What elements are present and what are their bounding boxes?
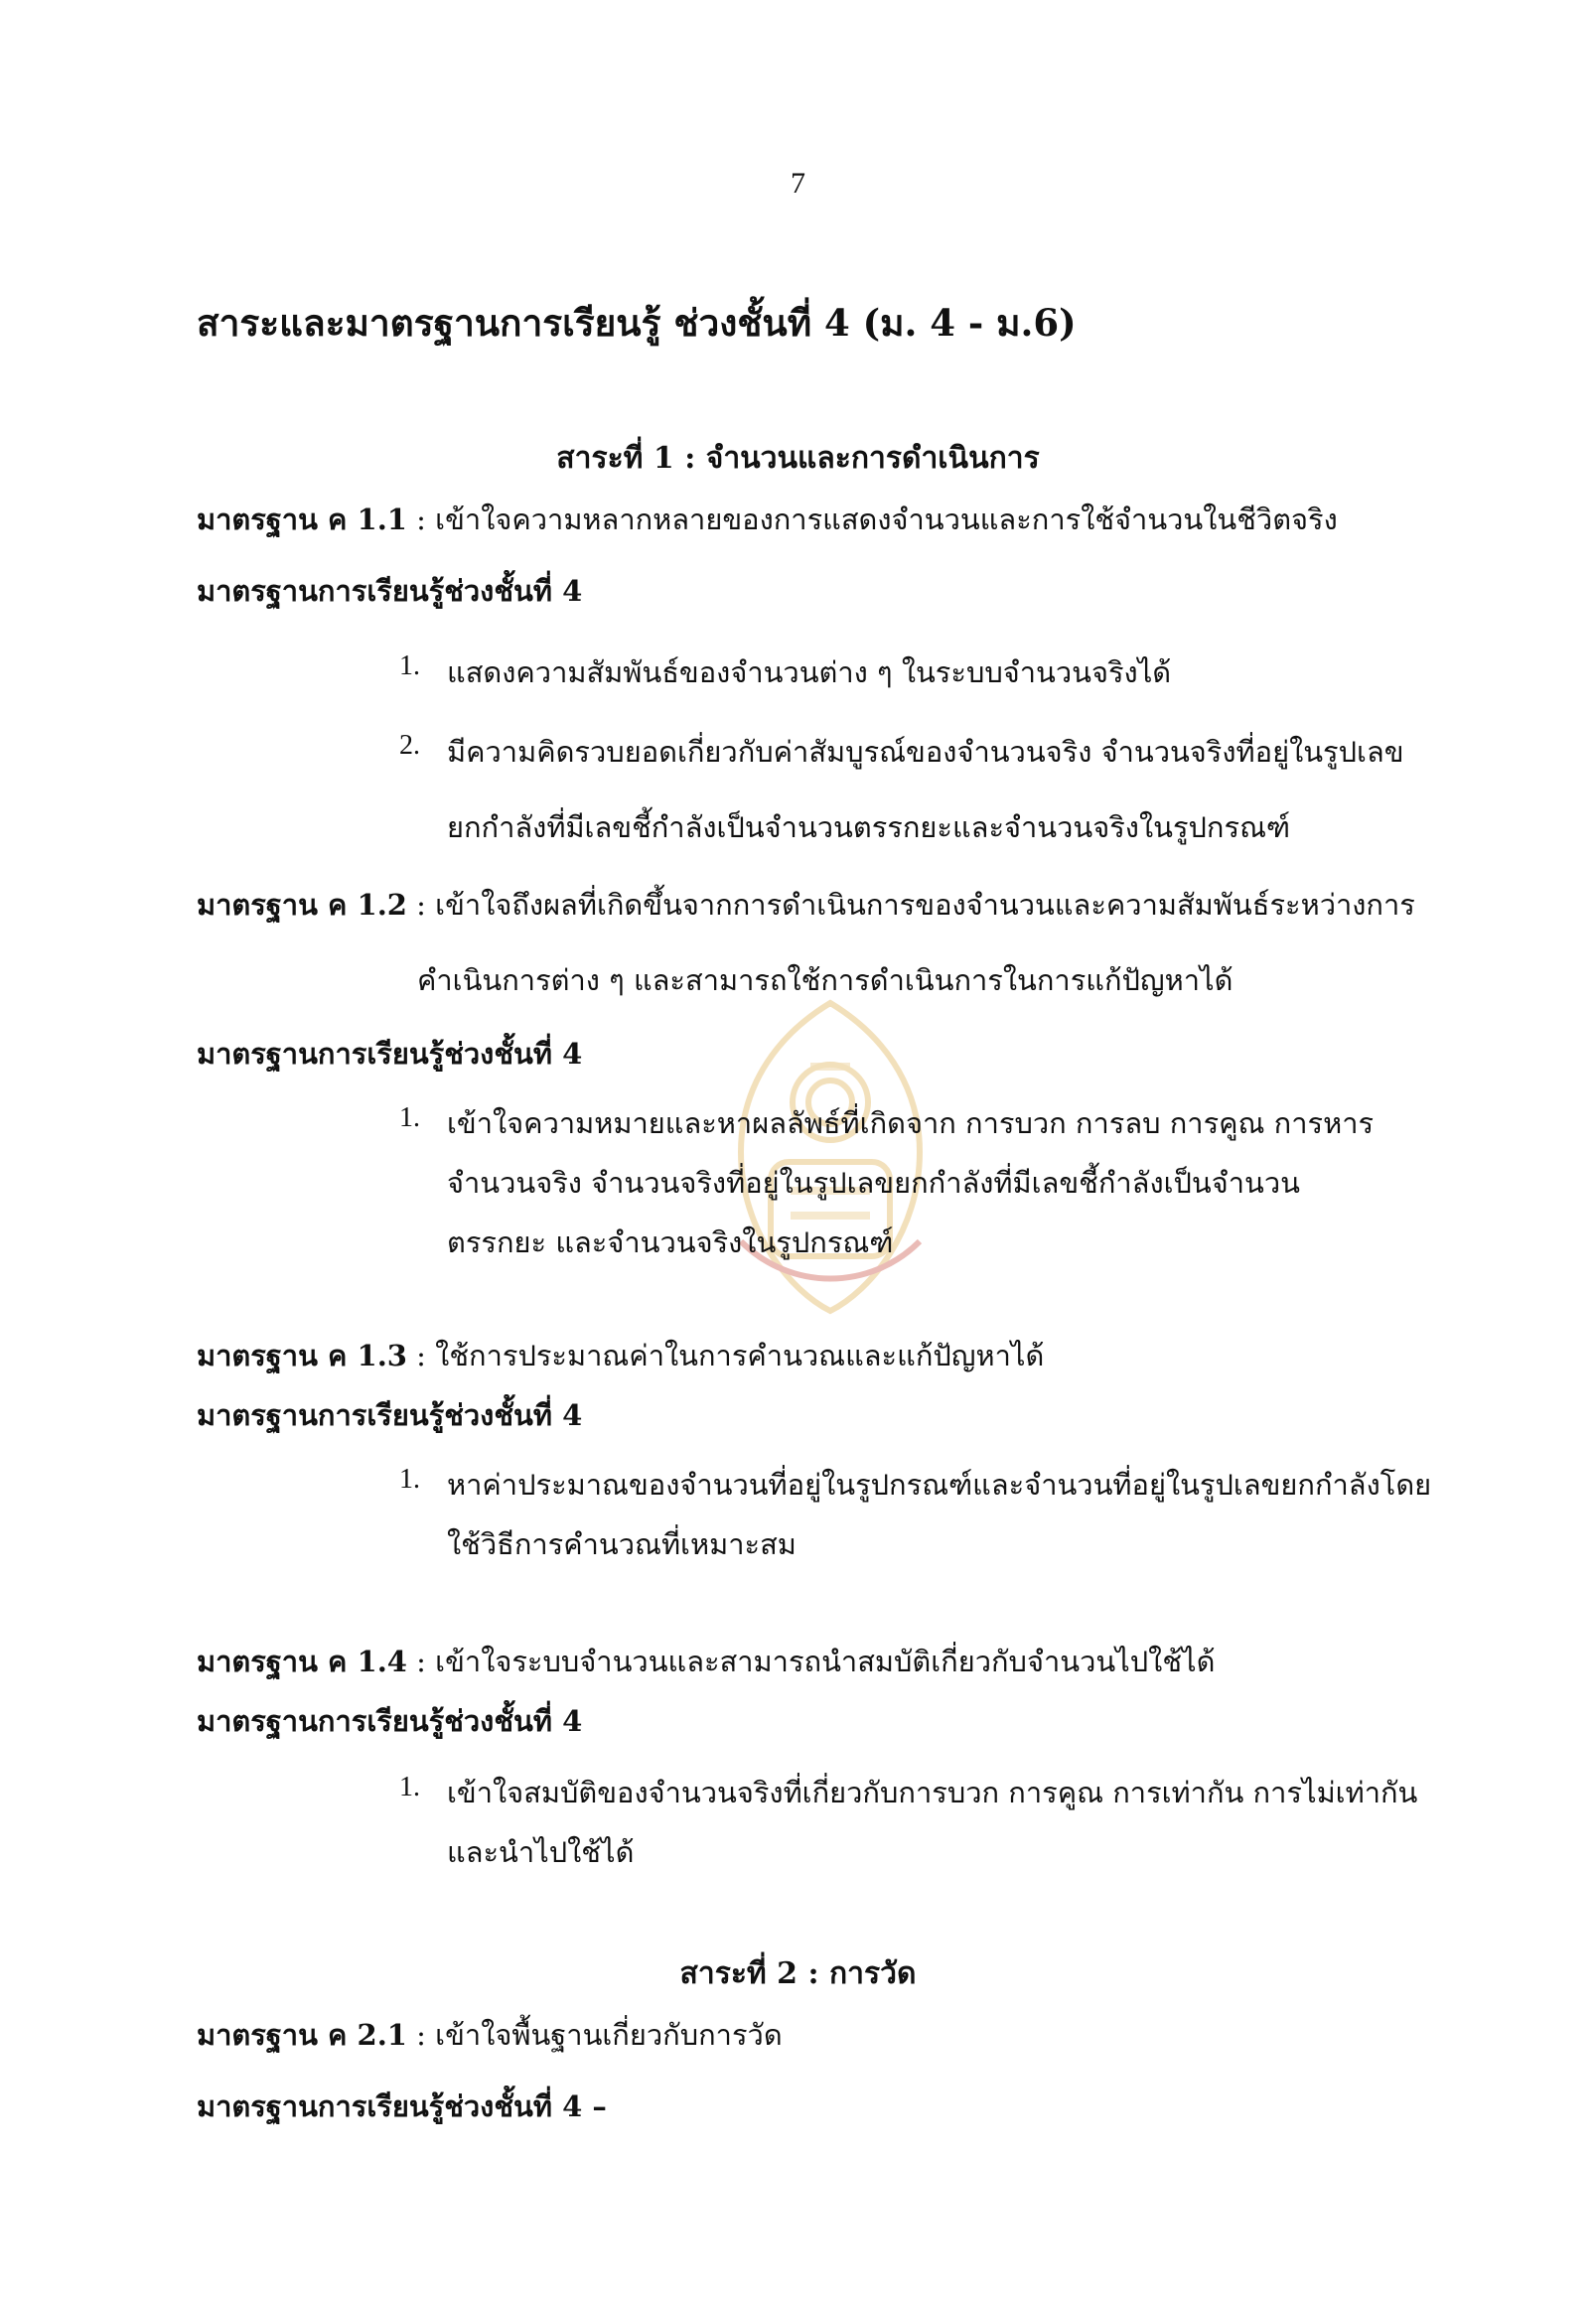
item-number: 1. (399, 650, 420, 681)
item-text: เข้าใจความหมายและหาผลลัพธ์ที่เกิดจาก การบวก การลบ การคูณ การหาร (447, 1106, 1375, 1140)
page-title: สาระและมาตรฐานการเรียนรู้ ช่วงชั้นที่ 4 (ม. 4 - ม.6) (197, 301, 1077, 345)
item-number: 1. (399, 1102, 420, 1133)
item-text-cont: และนำไปใช้ได้ (447, 1835, 635, 1869)
standard-1-2 (197, 882, 1415, 928)
sub-heading-1-4: มาตรฐานการเรียนรู้ช่วงชั้นที่ 4 (197, 1704, 583, 1738)
standard-label: มาตรฐาน ค 2.1 (197, 2018, 407, 2052)
item-text: แสดงความสัมพันธ์ของจำนวนต่าง ๆ ในระบบจำนวนจริงได้ (447, 655, 1172, 689)
standard-text: : เข้าใจถึงผลที่เกิดขึ้นจากการดำเนินการของจำนวนและความสัมพันธ์ระหว่างการ (406, 888, 1415, 922)
sub-heading-1-1: มาตรฐานการเรียนรู้ช่วงชั้นที่ 4 (197, 574, 583, 608)
sub-heading-1-3: มาตรฐานการเรียนรู้ช่วงชั้นที่ 4 (197, 1398, 583, 1432)
standard-text: : ใช้การประมาณค่าในการคำนวณและแก้ปัญหาได้ (406, 1339, 1045, 1372)
page-number: 7 (791, 167, 805, 200)
item-text: หาค่าประมาณของจำนวนที่อยู่ในรูปกรณฑ์และจำนวนที่อยู่ในรูปเลขยกกำลังโดย (447, 1468, 1432, 1502)
item-text: เข้าใจสมบัติของจำนวนจริงที่เกี่ยวกับการบวก การคูณ การเท่ากัน การไม่เท่ากัน (447, 1776, 1418, 1809)
standard-2-1 (197, 2012, 783, 2058)
sub-heading-1-2: มาตรฐานการเรียนรู้ช่วงชั้นที่ 4 (197, 1037, 583, 1071)
standard-text: : เข้าใจพื้นฐานเกี่ยวกับการวัด (406, 2018, 783, 2052)
standard-label: มาตรฐาน ค 1.2 (197, 888, 407, 922)
standard-1-4 (197, 1639, 1215, 1684)
standard-label: มาตรฐาน ค 1.4 (197, 1645, 407, 1678)
strand-1-title: สาระที่ 1 : จำนวนและการดำเนินการ (556, 441, 1040, 476)
standard-label: มาตรฐาน ค 1.1 (197, 503, 407, 536)
item-text-cont: ตรรกยะ และจำนวนจริงในรูปกรณฑ์ (447, 1225, 894, 1259)
standard-text: : เข้าใจความหลากหลายของการแสดงจำนวนและการใช้จำนวนในชีวิตจริง (406, 503, 1338, 536)
seal-watermark (701, 993, 959, 1321)
standard-1-3 (197, 1333, 1044, 1378)
item-text: มีความคิดรวบยอดเกี่ยวกับค่าสัมบูรณ์ของจำนวนจริง จำนวนจริงที่อยู่ในรูปเลข (447, 735, 1404, 769)
item-text-cont: ใช้วิธีการคำนวณที่เหมาะสม (447, 1527, 797, 1561)
standard-1-2-cont: คำเนินการต่าง ๆ และสามารถใช้การดำเนินการในการแก้ปัญหาได้ (417, 963, 1233, 997)
item-text-cont: จำนวนจริง จำนวนจริงที่อยู่ในรูปเลขยกกำลังที่มีเลขชี้กำลังเป็นจำนวน (447, 1166, 1300, 1200)
standard-text: : เข้าใจระบบจำนวนและสามารถนำสมบัติเกี่ยวกับจำนวนไปใช้ได้ (406, 1645, 1216, 1678)
item-number: 2. (399, 730, 420, 761)
item-number: 1. (399, 1772, 420, 1802)
item-number: 1. (399, 1464, 420, 1495)
item-text-cont: ยกกำลังที่มีเลขชี้กำลังเป็นจำนวนตรรกยะและจำนวนจริงในรูปกรณฑ์ (447, 810, 1291, 844)
standard-1-1 (197, 497, 1338, 542)
standard-label: มาตรฐาน ค 1.3 (197, 1339, 407, 1372)
sub-heading-2-1: มาตรฐานการเรียนรู้ช่วงชั้นที่ 4 – (197, 2089, 607, 2123)
strand-2-title: สาระที่ 2 : การวัด (679, 1956, 917, 1991)
